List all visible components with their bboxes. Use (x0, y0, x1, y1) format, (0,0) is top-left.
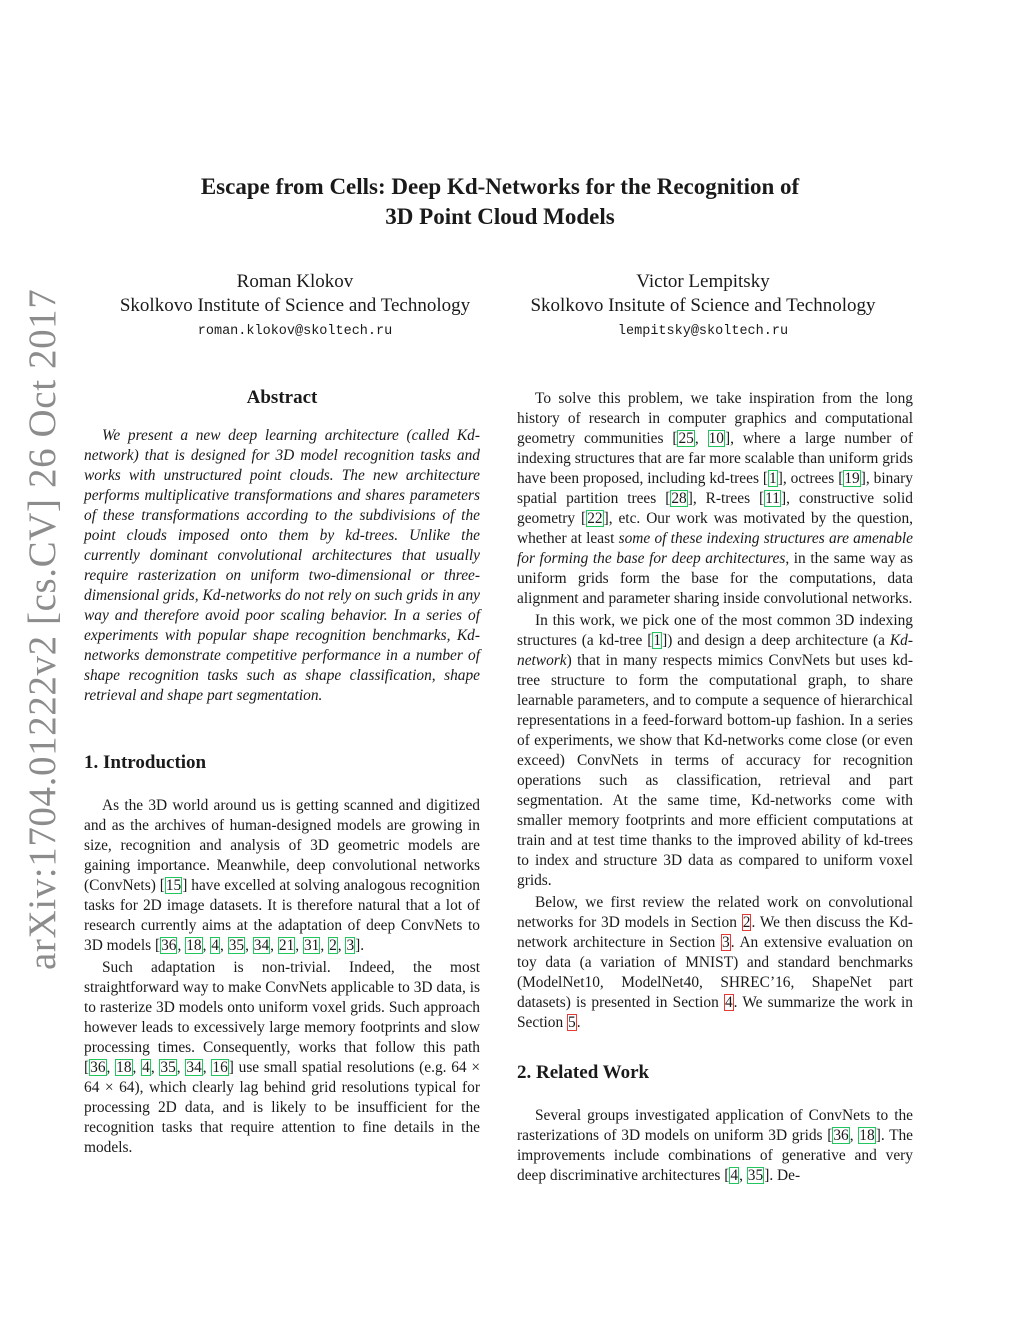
citation-link[interactable]: 15 (165, 877, 182, 894)
related-work-heading: 2. Related Work (517, 1062, 650, 1083)
citation-link[interactable]: 11 (765, 490, 780, 507)
abstract-heading: Abstract (246, 387, 318, 408)
citation-link[interactable]: 21 (278, 937, 295, 954)
author-email[interactable]: roman.klokov@skoltech.ru (197, 324, 393, 339)
title-line-2: 3D Point Cloud Models (385, 204, 615, 229)
citation-link[interactable]: 19 (844, 470, 860, 487)
paper-title (100, 172, 900, 232)
citation-link[interactable]: 22 (587, 510, 603, 527)
right-paragraph-2: In this work, we pick one of the most common 3D indexing structures (a kd-tree [1]) and design a deep architecture (a Kd-network) that in many respects mimics ConvNets but uses kd-tree structure to form the computational graph, to share learnable parameters, and to compute a sequence of hierarchical representations in a feed-forward bottom-up fashion. In a series of experiments, we show that Kd-networks come close (or even exceed) ConvNets in terms of accuracy for recognition operations such as classification, retrieval and part segmentation. At the same time, Kd-networks come with smaller memory footprints and more efficient computations at train and at test time thanks to the improved ability of kd-trees to index and structure 3D data as compared to uniform voxel grids. (517, 612, 913, 889)
citation-link[interactable]: 1 (769, 470, 777, 487)
author-affiliation: Skolkovo Insitute of Science and Technology (530, 295, 876, 316)
author-block-1 (95, 270, 495, 346)
intro-paragraph-1: As the 3D world around us is getting scanned and digitized and as the archives of human-designed models are growing in size, recognition and analysis of 3D geometric models are gaining importance. Meanwhile, deep convolutional networks (ConvNets) [15] have excelled at solving analogous recognition tasks for 2D image datasets. It is therefore natural that a lot of research currently aims at the adaptation of deep ConvNets to 3D models [36, 18, 4, 35, 34, 21, 31, 2, 3]. (84, 797, 480, 954)
author-block-2 (505, 270, 901, 346)
citation-link[interactable]: 1 (653, 632, 662, 649)
citation-link[interactable]: 18 (186, 937, 202, 954)
citation-link[interactable]: 36 (161, 937, 177, 954)
arxiv-stamp: arXiv:1704.01222v2 [cs.CV] 26 Oct 2017 (21, 288, 64, 970)
citation-link[interactable]: 36 (90, 1059, 106, 1076)
citation-link[interactable]: 4 (142, 1059, 150, 1076)
abstract-text: We present a new deep learning architecture (called Kd-network) that is designed for 3D model recognition tasks and works with unstructured point clouds. The new architecture performs multiplicative transformations and shares parameters of these transformations according to the subdivisions of the point clouds imposed onto them by kd-trees. Unlike the currently dominant convolutional architectures that usually require rasterization on uniform two-dimensional or three-dimensional grids, Kd-networks do not rely on such grids in any way and therefore avoid poor scaling behavior. In a series of experiments with popular shape recognition benchmarks, Kd-networks demonstrate competitive performance in a number of shape recognition tasks such as shape classification, shape retrieval and shape part segmentation. (84, 427, 480, 704)
citation-link[interactable]: 25 (678, 430, 694, 447)
title-line-1: Escape from Cells: Deep Kd-Networks for the Recognition of (200, 174, 800, 199)
section-ref-link[interactable]: 3 (722, 934, 730, 951)
right-paragraph-3: Below, we first review the related work on convolutional networks for 3D models in Section 2. We then discuss the Kd-network architecture in Section 3. An extensive evaluation on toy data (a variation of MNIST) and standard benchmarks (ModelNet10, ModelNet40, SHREC’16, ShapeNet part datasets) is presented in Section 4. We summarize the work in Section 5. (517, 894, 913, 1031)
author-affiliation: Skolkovo Institute of Science and Technology (119, 295, 471, 316)
section-ref-link[interactable]: 5 (568, 1014, 576, 1031)
section-ref-link[interactable]: 4 (724, 994, 733, 1011)
citation-link[interactable]: 2 (329, 937, 337, 954)
citation-link[interactable]: 35 (228, 937, 245, 954)
author-name: Roman Klokov (236, 271, 354, 292)
citation-link[interactable]: 18 (116, 1059, 132, 1076)
citation-link[interactable]: 28 (671, 490, 687, 507)
citation-link[interactable]: 4 (730, 1167, 739, 1184)
citation-list: 36, 18, 4, 35, 34, 21, 31, 2, 3 (161, 937, 355, 954)
citation-link[interactable]: 4 (211, 937, 219, 954)
citation-link[interactable]: 31 (303, 937, 320, 954)
related-paragraph-1: Several groups investigated application of ConvNets to the rasterizations of 3D models on uniform 3D grids [36, 18]. The improvements include combinations of generative and very deep discriminative architectures [4, 35]. De- (517, 1107, 913, 1184)
citation-link[interactable]: 18 (859, 1127, 875, 1144)
left-column (84, 384, 480, 1160)
citation-link[interactable]: 36 (833, 1127, 849, 1144)
citation-link[interactable]: 16 (212, 1059, 228, 1076)
intro-heading: 1. Introduction (84, 752, 207, 773)
author-email[interactable]: lempitsky@skoltech.ru (617, 324, 789, 339)
citation-link[interactable]: 35 (747, 1167, 764, 1184)
right-paragraph-1: To solve this problem, we take inspiration from the long history of research in computer graphics and computational geometry communities [25, 10], where a large number of indexing structures that are far more scalable than uniform grids have been proposed, including kd-trees [1], octrees [19], binary spatial partition trees [28], R-trees [11], constructive solid geometry [22], etc. Our work was motivated by the question, whether at least some of these indexing structures are amenable for forming the base for deep architectures, in the same way as uniform grids form the base for the computations, data alignment and parameter sharing inside convolutional networks. (517, 390, 913, 607)
citation-link[interactable]: 34 (186, 1059, 202, 1076)
citation-link[interactable]: 10 (708, 430, 724, 447)
intro-paragraph-2: Such adaptation is non-trivial. Indeed, the most straightforward way to make ConvNets applicable to 3D data, is to rasterize 3D models onto uniform voxel grids. Such approach however leads to excessively large memory footprints and slow processing times. Consequently, works that follow this path [36, 18, 4, 35, 34, 16] use small spatial resolutions (e.g. 64 × 64 × 64), which clearly lag behind grid resolutions typical for processing 2D data, and is likely to be insufficient for the recognition tasks that require attention to fine details in the models. (84, 959, 481, 1156)
right-column (517, 389, 913, 1188)
citation-link[interactable]: 34 (253, 937, 270, 954)
author-name: Victor Lempitsky (636, 271, 770, 292)
citation-link[interactable]: 3 (346, 937, 355, 954)
section-ref-link[interactable]: 2 (742, 914, 751, 931)
citation-link[interactable]: 35 (160, 1059, 176, 1076)
